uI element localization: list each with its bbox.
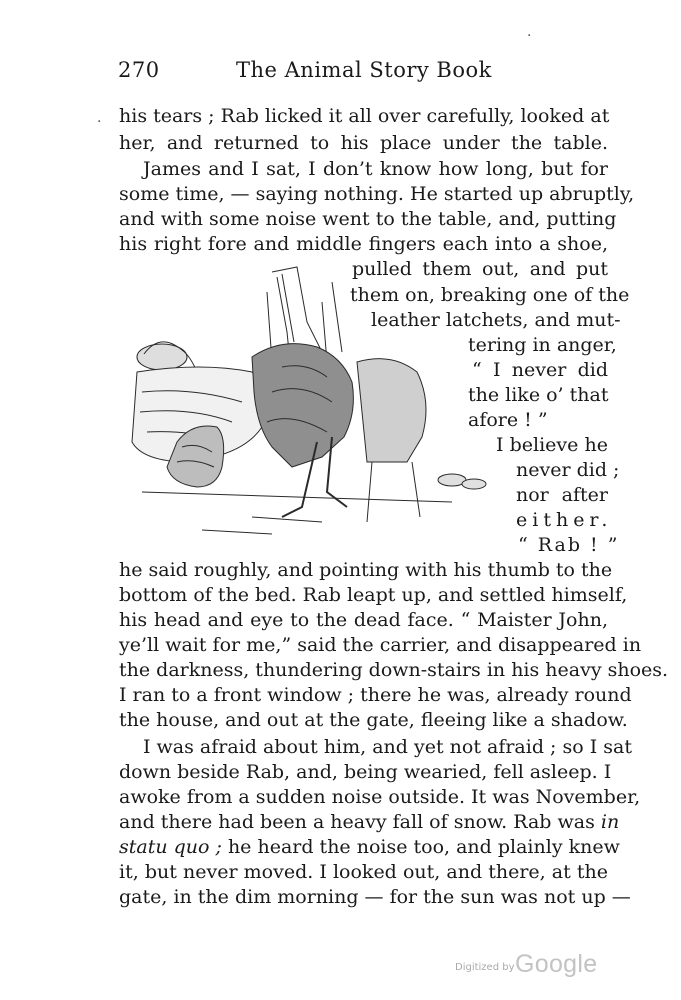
italic-text: in xyxy=(600,811,620,833)
text-line: awoke from a sudden noise outside. It was November, xyxy=(119,786,641,808)
text-line xyxy=(119,835,620,859)
text-line xyxy=(119,810,620,834)
text-line: James and I sat, I don’t know how long, but for xyxy=(143,158,608,180)
text-line: her, and returned to his place under the table. xyxy=(119,132,608,154)
text-line: some time, — saying nothing. He started up abruptly, xyxy=(119,183,635,205)
text-segment: and there had been a heavy fall of snow. Rab was xyxy=(119,811,595,833)
text-line: I ran to a front window ; there he was, already round xyxy=(119,684,632,706)
margin-mark: · xyxy=(527,28,532,44)
text-line: pulled them out, and put xyxy=(352,258,608,280)
text-line: his tears ; Rab licked it all over carefully, looked at xyxy=(119,105,610,127)
text-line: down beside Rab, and, being wearied, fell asleep. I xyxy=(119,761,612,783)
text-line: “ I never did xyxy=(472,359,608,381)
text-line: I was afraid about him, and yet not afraid ; so I sat xyxy=(143,736,632,758)
text-line: bottom of the bed. Rab leapt up, and settled himself, xyxy=(119,584,628,606)
text-line: nor after xyxy=(516,484,608,506)
running-title: The Animal Story Book xyxy=(236,58,492,82)
watermark-prefix: Digitized by xyxy=(455,962,515,973)
text-line: leather latchets, and mut- xyxy=(371,309,621,331)
text-line: it, but never moved. I looked out, and there, at the xyxy=(119,861,608,883)
margin-mark: · xyxy=(97,114,102,130)
text-line: either. xyxy=(516,509,613,531)
text-line: gate, in the dim morning — for the sun was not up — xyxy=(119,886,631,908)
text-line: ye’ll wait for me,” said the carrier, and disappeared in xyxy=(119,634,642,656)
text-line: his head and eye to the dead face. “ Maister John, xyxy=(119,609,608,631)
text-line: never did ; xyxy=(516,459,620,481)
text-line: afore ! ” xyxy=(468,409,548,431)
text-line: tering in anger, xyxy=(468,334,617,356)
google-logo: Google xyxy=(515,950,598,978)
digitized-watermark xyxy=(455,950,615,982)
text-line: the darkness, thundering down-stairs in his heavy shoes. xyxy=(119,659,669,681)
text-line: and with some noise went to the table, and, putting xyxy=(119,208,617,230)
text-line: he said roughly, and pointing with his thumb to the xyxy=(119,559,613,581)
text-line: his right fore and middle fingers each into a shoe, xyxy=(119,233,608,255)
text-line: I believe he xyxy=(496,434,608,456)
text-line: “ Rab ! ” xyxy=(518,534,620,556)
italic-text: statu quo ; xyxy=(119,836,222,858)
page-number: 270 xyxy=(118,58,160,82)
text-line: the like o’ that xyxy=(468,384,609,406)
page-header xyxy=(118,58,608,90)
text-line: the house, and out at the gate, fleeing like a shadow. xyxy=(119,709,628,731)
text-segment: he heard the noise too, and plainly knew xyxy=(221,836,620,858)
text-line: them on, breaking one of the xyxy=(350,284,630,306)
